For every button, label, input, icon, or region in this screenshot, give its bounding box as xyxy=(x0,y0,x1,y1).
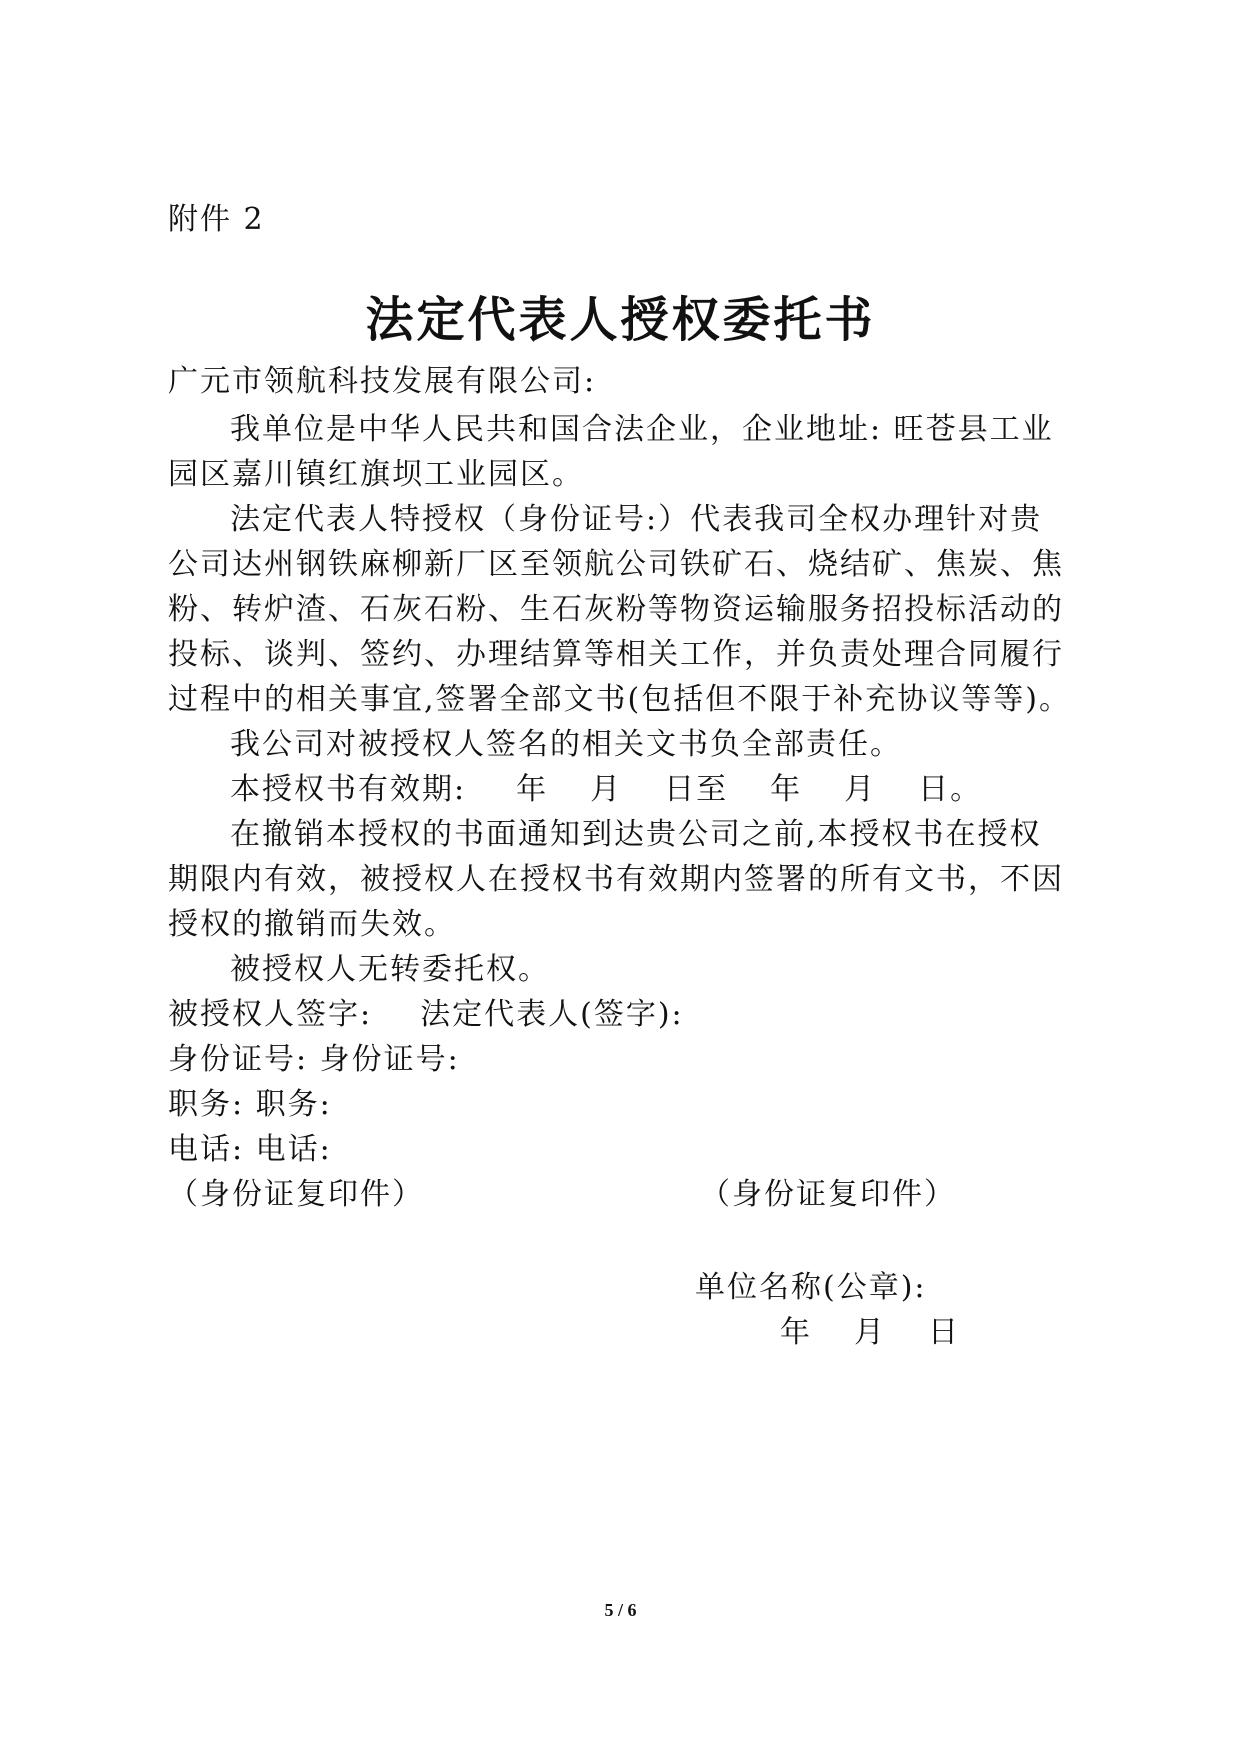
revocation-line-2: 期限内有效，被授权人在授权书有效期内签署的所有文书，不因 xyxy=(168,862,1064,897)
legal-rep-signature-label: 法定代表人(签字): xyxy=(420,997,684,1032)
document-title: 法定代表人授权委托书 xyxy=(365,292,876,348)
position-line: 职务: 职务: xyxy=(168,1087,332,1122)
body-line-8: 我公司对被授权人签名的相关文书负全部责任。 xyxy=(230,727,902,762)
validity-label: 本授权书有效期: xyxy=(230,772,467,807)
validity-day-2: 日。 xyxy=(918,772,983,807)
body-line-2: 园区嘉川镇红旗坝工业园区。 xyxy=(168,457,584,492)
id-copy-left: （身份证复印件） xyxy=(168,1177,424,1212)
body-line-1: 我单位是中华人民共和国合法企业，企业地址: 旺苍县工业 xyxy=(230,412,1054,447)
validity-year-2: 年 xyxy=(770,772,803,807)
signature-line xyxy=(168,995,684,1035)
validity-year-1: 年 xyxy=(516,772,549,807)
unit-seal-label: 单位名称(公章): xyxy=(695,1270,927,1305)
validity-line xyxy=(230,770,982,810)
seal-month: 月 xyxy=(854,1315,886,1350)
id-copy-right: （身份证复印件） xyxy=(700,1177,956,1212)
body-line-3: 法定代表人特授权（身份证号:）代表我司全权办理针对贵 xyxy=(230,502,1043,537)
validity-month-2: 月 xyxy=(844,772,877,807)
validity-month-1: 月 xyxy=(590,772,623,807)
body-line-7: 过程中的相关事宜,签署全部文书(包括但不限于补充协议等等)。 xyxy=(168,682,1071,717)
page-number: 5 / 6 xyxy=(604,1600,637,1620)
body-line-6: 投标、谈判、签约、办理结算等相关工作，并负责处理合同履行 xyxy=(168,637,1064,672)
seal-day: 日 xyxy=(928,1315,960,1350)
validity-day-1: 日至 xyxy=(664,772,729,807)
body-line-4: 公司达州钢铁麻柳新厂区至领航公司铁矿石、烧结矿、焦炭、焦 xyxy=(168,547,1064,582)
attachment-label: 附件 2 xyxy=(168,202,265,237)
id-number-line: 身份证号: 身份证号: xyxy=(168,1042,460,1077)
body-line-5: 粉、转炉渣、石灰石粉、生石灰粉等物资运输服务招投标活动的 xyxy=(168,592,1064,627)
agent-signature-label: 被授权人签字: xyxy=(168,997,373,1032)
revocation-line-3: 授权的撤销而失效。 xyxy=(168,907,456,942)
revocation-line-1: 在撤销本授权的书面通知到达贵公司之前,本授权书在授权 xyxy=(230,817,1042,852)
seal-year: 年 xyxy=(780,1315,812,1350)
addressee: 广元市领航科技发展有限公司: xyxy=(168,364,597,399)
phone-line: 电话: 电话: xyxy=(168,1132,332,1167)
seal-date-line xyxy=(780,1313,960,1353)
no-subdelegation: 被授权人无转委托权。 xyxy=(230,952,550,987)
